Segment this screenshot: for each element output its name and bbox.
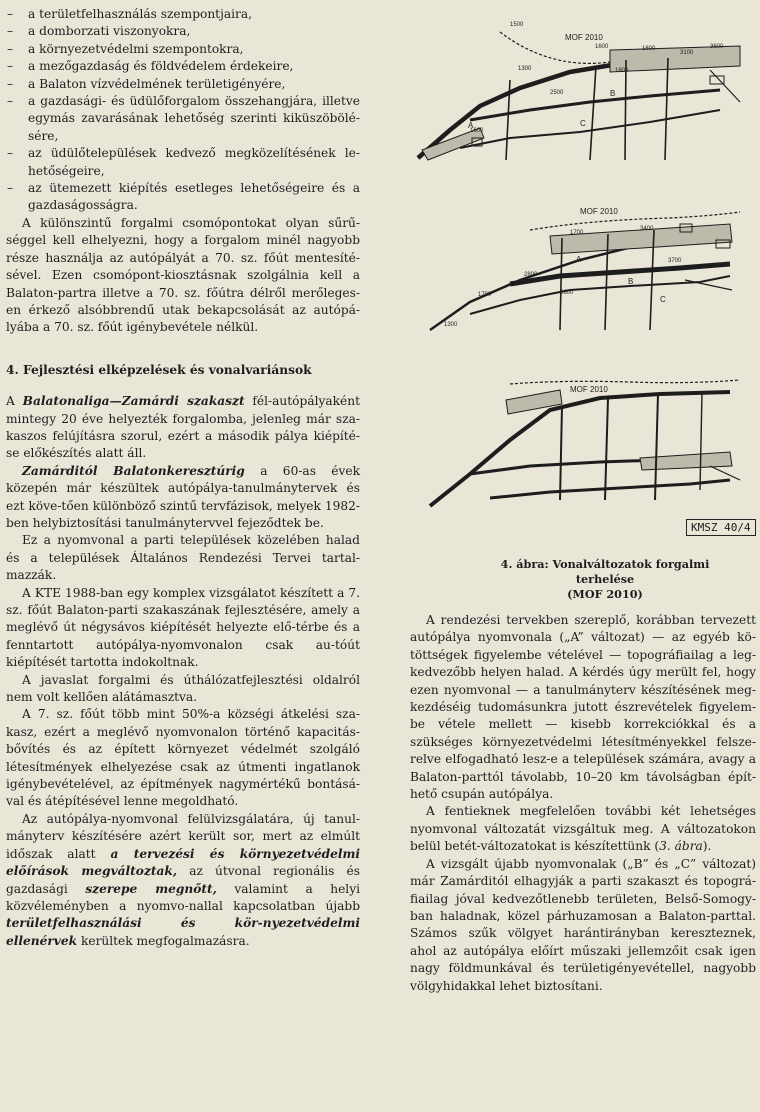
road-connector xyxy=(625,60,626,160)
traffic-label: 1600 xyxy=(642,46,656,52)
right-column xyxy=(410,612,756,995)
traffic-label: 1700 xyxy=(570,230,584,236)
traffic-label: 1600 xyxy=(595,44,609,50)
text-run: valamint a helyi közvéleményben a nyomvo-nallal kapcsolatban újabb xyxy=(6,881,360,913)
traffic-label: 3700 xyxy=(668,258,682,264)
left-column xyxy=(6,6,360,950)
route-letter-a: A xyxy=(576,255,582,264)
paragraph-crossing: A 7. sz. főút több mint 50%-a községi átkelési sza-kasz, ezért a meglévő nyomvonalon történő kapacitás-bővítés és az épített környezet védelmét szolgáló létesítmények elhelyezése csak az útmenti ingatlanok igénybevételével, az építmények nagymértékű bontásá-val és átépítésével lenne megoldható. xyxy=(6,707,360,809)
emphasis-text: a tervezési és környezetvédelmi előírások megváltoztak, xyxy=(6,846,361,879)
list-item: – az ütemezett kiépítés esetleges lehetőségeire és a gazdaságosságra. xyxy=(6,180,360,215)
paragraph-variants xyxy=(410,803,756,855)
paragraph-variants-bc: A vizsgált újabb nyomvonalak („B” és „C” változat) már Zamárditól elhagyják a parti szakaszt és topográ-fiailag jóval kedvezőtlenebb területen, Belső-Somogy-ban haladnak, közel párhuzamosan a Balaton-parttal. Számos szűk völgyet harántirányban kereszteznek, ahol az autópálya előírt műszaki jellemzőit csak igen nagy földmunkával és területigényevétellel, nagyobb völgyhidakkal lehet biztosítani. xyxy=(410,856,756,993)
traffic-label: 3400 xyxy=(640,226,654,232)
emphasis-text: területfelhasználási és kör-nyezetvédelmi ellenérvek xyxy=(6,916,360,948)
route-b xyxy=(510,264,730,284)
route-variant-figure xyxy=(410,10,760,550)
road-connector xyxy=(590,66,596,160)
list-item: – az üdülőtelepülések kedvező megközelítésének le-hetőségeire, xyxy=(6,145,360,180)
road-connector xyxy=(710,70,740,102)
caption-line: 4. ábra: Vonalváltozatok forgalmi terhelése xyxy=(500,557,710,586)
text-run: kerültek megfogalmazásra. xyxy=(77,933,250,948)
paragraph-zamardi xyxy=(6,463,360,533)
traffic-label: 2800 xyxy=(524,272,538,278)
route-letter-a: A xyxy=(468,121,474,130)
traffic-label: 1300 xyxy=(518,66,532,72)
road-connector xyxy=(655,394,658,500)
map-title: MOF 2010 xyxy=(565,33,603,42)
text-run: ). xyxy=(702,839,712,854)
traffic-label: 1300 xyxy=(444,322,458,328)
text-run: Az autópálya-nyomvonal felülvizsgálatára, új tanul-mányterv készítésére azért került sor, mert az elmúlt időszak alatt xyxy=(6,811,360,861)
list-item: – a gazdasági- és üdülőforgalom összehangjára, illetve egymás zavarásának lehetőség szerinti kiküszöbölé-sére, xyxy=(6,93,360,145)
text-run: A fentieknek megfelelően további két lehetséges nyomvonal változatát vizsgáltuk meg. A változatokon belül betét-változatokat is készítettünk ( xyxy=(410,804,756,854)
hatched-band xyxy=(640,452,732,470)
list-item: – a területfelhasználás szempontjaira, xyxy=(6,6,360,23)
paragraph-route: Ez a nyomvonal a parti települések közelében halad és a települések Általános Rendezési Tervei tartal-mazzák. xyxy=(6,533,360,583)
map-top xyxy=(418,22,740,160)
text-run: fél-autópályaként mintegy 20 éve helyezték forgalomba, jelenleg már sza-kaszos felújításra szorul, ezért a második pálya kiépíté-se előkészítés alatt áll. xyxy=(6,394,360,461)
text-run: a 60-as évek közepén már készültek autópálya-tanulmánytervek és ezt köve-tően különböző szintű tervfázisok, melyek 1982-ben helybiztosítási tanulmánytervvel fejeződtek be. xyxy=(6,463,361,530)
route-letter-b: B xyxy=(610,89,616,98)
map-bottom xyxy=(430,380,740,506)
list-item: – a Balaton vízvédelmének területigényére, xyxy=(6,76,360,93)
paragraph-review xyxy=(6,811,360,950)
emphasis-text: Balatonaliga—Zamárdi szakaszt xyxy=(22,394,245,409)
shore-line xyxy=(510,380,740,384)
road-connector xyxy=(700,392,702,490)
list-item: – a domborzati viszonyokra, xyxy=(6,23,360,40)
route-letter-c: C xyxy=(660,295,666,304)
paragraph-proposal: A javaslat forgalmi és úthálózatfejlesztési oldalról nem volt kellően alátámasztva. xyxy=(6,672,360,705)
traffic-label: 1800 xyxy=(615,68,629,74)
map-title: MOF 2010 xyxy=(580,207,618,216)
traffic-label: 1600 xyxy=(470,128,484,134)
traffic-label: 3600 xyxy=(710,44,724,50)
traffic-label: 3100 xyxy=(680,50,694,56)
figure-caption xyxy=(480,557,730,602)
traffic-label: 1500 xyxy=(510,22,524,28)
emphasis-text: szerepe megnőtt, xyxy=(85,881,217,896)
figure-stamp: KMSZ 40/4 xyxy=(686,519,756,536)
traffic-label: 1700 xyxy=(478,292,492,298)
paragraph-kte: A KTE 1988-ban egy komplex vizsgálatot készített a 7. sz. főút Balaton-parti szakaszának fejlesztésére, amely a meglévő út négysávos kiépítését helyezte elő-térbe és a fenntartott autópálya-nyomvonalon csak au-tóút kiépítését tartotta indokoltnak. xyxy=(6,585,360,670)
caption-line: (MOF 2010) xyxy=(567,587,643,601)
road-connector xyxy=(560,406,562,500)
route-letter-c: C xyxy=(580,119,586,128)
route-maps-svg xyxy=(410,10,760,550)
list-item: – a mezőgazdaság és földvédelem érdekeire, xyxy=(6,58,360,75)
criteria-list xyxy=(6,6,360,215)
list-item: – a környezetvédelmi szempontokra, xyxy=(6,41,360,58)
road-connector xyxy=(605,398,608,500)
route-c xyxy=(490,480,730,498)
emphasis-text: 3. ábra xyxy=(659,839,703,854)
route-letter-b: B xyxy=(628,277,634,286)
map-middle xyxy=(430,207,740,330)
traffic-label: 2500 xyxy=(550,90,564,96)
paragraph-junctions: A különszintű forgalmi csomópontokat olyan sűrű-séggel kell elhelyezni, hogy a forgalom minél nagyobb része használja az autópályát a 70. sz. főút mentesíté-sével. Ezen csomópont-kiosztásnak szolgálnia kell a Balaton-partra illetve a 70. sz. főútra délről merőleges-en érkező alsóbbrendű utak bekapcsolását az autópá-lyába a 70. sz. főút igénybevétele nélkül. xyxy=(6,215,360,335)
section-heading: 4. Fejlesztési elképzelések és vonalvariánsok xyxy=(6,362,312,377)
road-connector xyxy=(685,280,732,290)
text-run: az útvonal regionális és gazdasági xyxy=(6,864,361,896)
road-connector xyxy=(710,466,740,480)
emphasis-text: Zamárditól Balatonkeresztúrig xyxy=(22,463,245,478)
road-connector xyxy=(665,58,668,160)
map-title: MOF 2010 xyxy=(570,385,608,394)
paragraph-aliga xyxy=(6,393,360,463)
paragraph-variant-a: A rendezési tervekben szereplő, korábban tervezett autópálya nyomvonala („A” változat) — az egyéb kö-töttségek figyelembe vételével — topográfiailag a leg-kedvezőbb helyen halad. A kérdés úgy merült fel, hogy ezen nyomvonal — a tanulmányterv készítésének meg-kezdéséig tudomásunkra jutott észrevételek figyelem-be vétele mellett — kisebb korrekciókkal és a szükséges környezetvédelmi létesítményekkel felsze-relve elfogadható lesz-e a települések számára, avagy a Balaton-parttól távolabb, 10–20 km távolságban épít-hető csupán autópálya. xyxy=(410,613,756,802)
traffic-label: 2600 xyxy=(560,290,574,296)
text-run: A xyxy=(6,394,23,409)
